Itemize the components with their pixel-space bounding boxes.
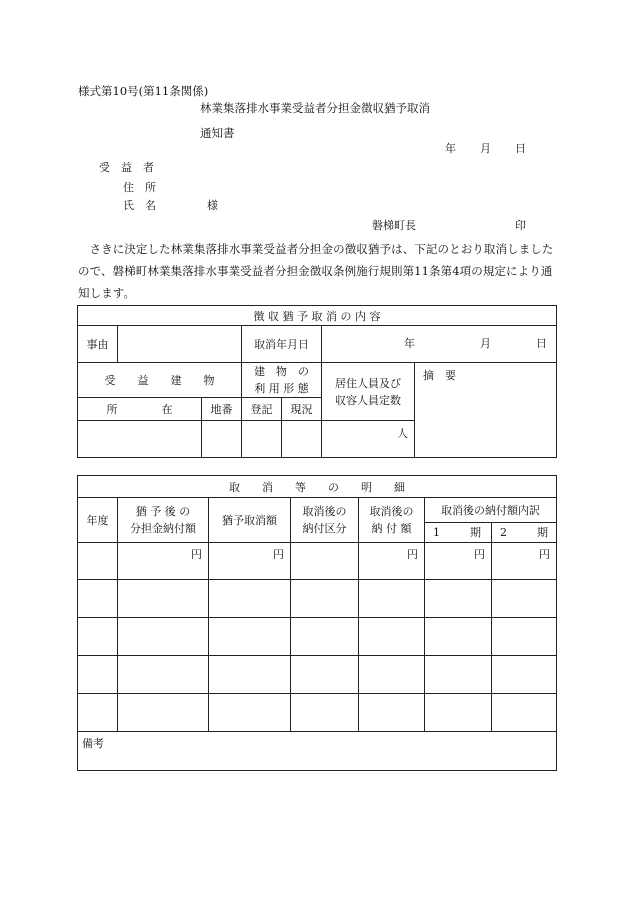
residents-header (322, 363, 415, 421)
residents-header-line2: 収容人員定数 (335, 393, 401, 407)
seal-mark: 印 (515, 219, 526, 232)
lot-number-value (202, 421, 242, 458)
name-label: 氏 名 (123, 199, 156, 212)
yen-unit: 円 (407, 548, 418, 561)
period-2-label: 期 (537, 525, 548, 539)
location-label: 所 在 (78, 398, 202, 421)
date-day-label: 日 (515, 142, 526, 155)
issuer-title: 磐梯町長 (372, 219, 416, 232)
payment-amount-line1: 取消後の (369, 505, 414, 518)
honorific: 様 (207, 199, 218, 212)
payment-amount-cell (359, 543, 425, 580)
deferral-cancel-amount-label: 猶予取消額 (209, 498, 291, 543)
yen-unit: 円 (273, 548, 284, 561)
period-2-header (492, 523, 557, 543)
building-header: 受 益 建 物 (78, 363, 242, 398)
period-1-header (425, 523, 492, 543)
registry-label: 登記 (242, 398, 282, 421)
payment-amount-line2: 納 付 額 (371, 522, 412, 535)
after-deferral-line2: 分担金納付額 (130, 522, 196, 535)
registry-value (242, 421, 282, 458)
period-1-label: 期 (470, 525, 481, 539)
cancel-date-month: 月 (480, 337, 491, 350)
after-deferral-line1: 猶 予 後 の (135, 505, 191, 518)
payment-class-line1: 取消後の (302, 505, 347, 518)
yen-unit: 円 (191, 548, 202, 561)
remarks-cell (415, 363, 557, 458)
location-value (78, 421, 202, 458)
breakdown-header: 取消後の納付額内訳 (425, 498, 557, 523)
fiscal-year-cell (78, 543, 118, 580)
person-unit: 人 (397, 427, 408, 440)
document-title: 林業集落排水事業受益者分担金徴収猶予取消 (200, 101, 430, 115)
recipient-label: 受 益 者 (99, 161, 154, 174)
period-1-cell (425, 543, 492, 580)
table-row (78, 656, 557, 694)
current-status-label: 現況 (282, 398, 322, 421)
fiscal-year-label: 年度 (78, 498, 118, 543)
cancel-date-day: 日 (536, 337, 547, 350)
table2-header: 取 消 等 の 明 細 (78, 476, 557, 498)
yen-unit: 円 (474, 548, 485, 561)
table-row (78, 580, 557, 618)
document-title-suffix: 通知書 (200, 126, 235, 140)
cancel-date-year: 年 (404, 337, 415, 350)
usage-header-line1: 建 物 の (254, 365, 309, 378)
form-number: 様式第10号(第11条関係) (78, 84, 209, 98)
payment-class-cell (291, 543, 359, 580)
yen-unit: 円 (539, 548, 551, 561)
residents-value (322, 421, 415, 458)
table-row (78, 694, 557, 732)
residents-header-line1: 居住人員及び (335, 376, 401, 390)
period-2-number: 2 (500, 525, 507, 539)
payment-amount-header (359, 498, 425, 543)
usage-header-line2: 利 用 形 態 (254, 382, 309, 395)
date-year-label: 年 (445, 142, 456, 155)
deferral-cancel-cell (209, 543, 291, 580)
notes-label: 備考 (82, 737, 104, 750)
notes-cell (78, 732, 557, 771)
payment-class-header (291, 498, 359, 543)
reason-value (118, 326, 242, 363)
table-row (78, 618, 557, 656)
remarks-label: 摘 要 (423, 369, 456, 382)
notice-body-text: さきに決定した林業集落排水事業受益者分担金の徴収猶予は、下記のとおり取消しましたので、磐梯町林業集落排水事業受益者分担金徴収条例施行規則第11条第4項の規定により通知します。 (78, 242, 554, 300)
after-deferral-cell (118, 543, 209, 580)
period-1-number: 1 (433, 525, 440, 539)
date-month-label: 月 (480, 142, 491, 155)
payment-class-line2: 納付区分 (302, 522, 347, 535)
period-2-cell (492, 543, 557, 580)
usage-header (242, 363, 322, 398)
table1-header: 徴 収 猶 予 取 消 の 内 容 (78, 306, 557, 326)
deferral-cancel-table (77, 305, 557, 458)
reason-label: 事由 (78, 326, 118, 363)
lot-number-label: 地番 (202, 398, 242, 421)
current-status-value (282, 421, 322, 458)
cancellation-detail-table (77, 475, 557, 771)
after-deferral-amount-header (118, 498, 209, 543)
table-row (78, 543, 557, 580)
address-label: 住 所 (123, 181, 156, 194)
cancel-date-label: 取消年月日 (242, 326, 322, 363)
cancel-date-value (322, 326, 557, 363)
